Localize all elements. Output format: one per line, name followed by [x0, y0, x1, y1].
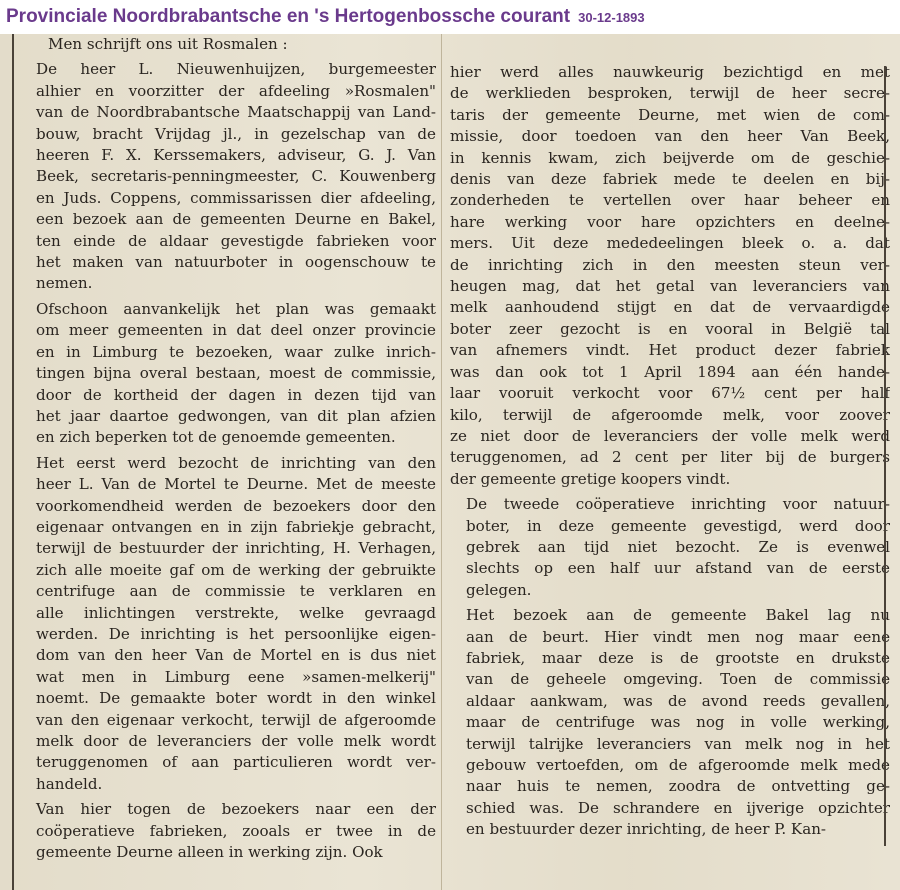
- text-line: Ofschoon aanvankelijk het plan was gemaakt: [36, 299, 436, 318]
- text-line: denis van deze fabriek mede te deelen en bij-: [450, 170, 890, 189]
- text-line: Het bezoek aan de gemeente Bakel lag nu: [466, 606, 890, 625]
- article-paragraph: [20, 453, 436, 796]
- text-line: was dan ook tot 1 April 1894 aan één hande-: [450, 362, 890, 381]
- article-paragraph: [20, 34, 436, 55]
- text-line: alhier en voorzitter der afdeeling »Rosmalen": [36, 81, 436, 100]
- text-line: mers. Uit deze mededeelingen bleek o. a. dat: [450, 234, 890, 253]
- text-line: zich alle moeite gaf om de werking der gebruikte: [36, 560, 436, 579]
- text-line: een bezoek aan de gemeenten Deurne en Bakel,: [36, 210, 436, 229]
- text-line: aldaar aankwam, was de avond reeds gevallen,: [466, 691, 890, 710]
- text-line: gemeente Deurne alleen in werking zijn. Ook: [36, 843, 383, 862]
- text-line: wat men in Limburg eene »samen-melkerij": [36, 667, 436, 686]
- text-line: missie, door toedoen van den heer Van Beek,: [450, 127, 890, 146]
- left-column: [12, 34, 436, 890]
- article-paragraph: [20, 799, 436, 863]
- text-line: terwijl talrijke leveranciers van melk nog in het: [466, 734, 890, 753]
- text-line: heer L. Van de Mortel te Deurne. Met de meeste: [36, 475, 436, 494]
- text-line: gebrek aan tijd niet bezocht. Ze is evenwel: [466, 537, 890, 556]
- text-line: van de Noordbrabantsche Maatschappij van Land-: [36, 103, 436, 122]
- text-line: De tweede coöperatieve inrichting voor natuur-: [466, 495, 890, 514]
- text-line: de inrichting zich in den meesten steun ver-: [450, 255, 890, 274]
- text-line: De heer L. Nieuwenhuijzen, burgemeester: [36, 60, 436, 79]
- text-line: en in Limburg te bezoeken, waar zulke inrich-: [36, 342, 436, 361]
- text-line: dom van den heer Van de Mortel en is dus niet: [36, 646, 436, 665]
- article-paragraph: [450, 605, 890, 840]
- text-line: werden. De inrichting is het persoonlijke eigen-: [36, 624, 436, 643]
- text-line: Van hier togen de bezoekers naar een der: [36, 800, 436, 819]
- text-line: fabriek, maar deze is de grootste en drukste: [466, 648, 890, 667]
- text-line: melk door de leveranciers der volle melk wordt: [36, 732, 436, 750]
- text-line: heugen mag, dat het getal van leveranciers van: [450, 277, 890, 296]
- text-line: het jaar daartoe gedwongen, van dit plan afzien: [36, 406, 436, 425]
- text-line: Het eerst werd bezocht de inrichting van den: [36, 453, 436, 472]
- text-line: coöperatieve fabrieken, zooals er twee in de: [36, 821, 436, 840]
- text-line: teruggenomen, ad 2 cent per liter bij de burgers: [450, 448, 890, 467]
- text-line: maar de centrifuge was nog in volle werking,: [466, 713, 890, 732]
- text-line: Beek, secretaris-penningmeester, C. Kouwenberg: [36, 167, 436, 186]
- text-line: taris der gemeente Deurne, met wien de com-: [450, 105, 890, 124]
- text-line: alle inlichtingen verstrekte, welke gevraagd: [36, 603, 436, 622]
- text-line: ze niet door de leveranciers der volle melk werd: [450, 426, 890, 445]
- text-line: Men schrijft ons uit Rosmalen :: [48, 35, 288, 53]
- text-line: nemen.: [36, 274, 93, 293]
- text-line: teruggenomen of aan particulieren wordt ver-: [36, 753, 436, 772]
- text-line: van den eigenaar verkocht, terwijl de afgeroomde: [36, 710, 436, 729]
- text-line: tingen bijna overal bestaan, moest de commissie,: [36, 364, 436, 383]
- text-line: der gemeente gretige koopers vindt.: [450, 469, 731, 488]
- article-paragraph: [20, 299, 436, 449]
- text-line: handeld.: [36, 774, 103, 793]
- text-line: zonderheden te vertellen over haar beheer en: [450, 191, 890, 210]
- text-line: eigenaar ontvangen en in zijn fabriekje gebracht,: [36, 517, 436, 536]
- text-line: aan de beurt. Hier vindt men nog maar eene: [466, 627, 890, 646]
- text-line: boter zeer gezocht is en vooral in België tal: [450, 319, 890, 338]
- text-line: gelegen.: [466, 580, 532, 599]
- text-line: heeren F. X. Kerssemakers, adviseur, G. J. Van: [36, 146, 436, 165]
- text-line: van afnemers vindt. Het product dezer fabriek: [450, 341, 890, 360]
- text-line: melk aanhoudend stijgt en dat de vervaardigde: [450, 298, 890, 317]
- text-line: hier werd alles nauwkeurig bezichtigd en met: [450, 63, 890, 81]
- newspaper-clipping: [0, 34, 900, 890]
- text-line: centrifuge aan de commissie te verklaren en: [36, 582, 436, 601]
- text-line: laar vooruit verkocht voor 67½ cent per half: [450, 384, 890, 403]
- text-line: ten einde de aldaar gevestigde fabrieken voor: [36, 231, 436, 250]
- text-line: en Juds. Coppens, commissarissen dier afdeeling,: [36, 188, 436, 207]
- text-line: terwijl de bestuurder der inrichting, H. Verhagen,: [36, 539, 436, 558]
- text-line: in kennis kwam, zich beijverde om de geschie-: [450, 148, 890, 167]
- text-line: om meer gemeenten in dat deel onzer provincie: [36, 321, 436, 340]
- text-line: slechts op een half uur afstand van de eerste: [466, 559, 890, 578]
- text-line: naar huis te nemen, zoodra de ontvetting ge-: [466, 777, 890, 796]
- text-line: voorkomendheid werden de bezoekers door den: [36, 496, 436, 515]
- text-line: boter, in deze gemeente gevestigd, werd door: [466, 516, 890, 535]
- right-column: [450, 34, 890, 890]
- text-line: bouw, bracht Vrijdag jl., in gezelschap van de: [36, 124, 436, 143]
- text-line: van de geheele omgeving. Toen de commissie: [466, 670, 890, 689]
- text-line: kilo, terwijl de afgeroomde melk, voor zoover: [450, 405, 890, 424]
- text-line: schied was. De schrandere en ijverige opzichter: [466, 798, 890, 817]
- text-line: noemt. De gemaakte boter wordt in den winkel: [36, 689, 436, 708]
- article-paragraph: [450, 494, 890, 601]
- text-line: en zich beperken tot de genoemde gemeenten.: [36, 428, 396, 447]
- text-line: en bestuurder dezer inrichting, de heer P. Kan-: [466, 820, 827, 839]
- publication-date: 30-12-1893: [578, 9, 645, 25]
- text-line: door de kortheid der dagen in dezen tijd van: [36, 385, 436, 404]
- text-line: hare werking voor hare opzichters en deelne-: [450, 212, 890, 231]
- masthead: [0, 0, 900, 34]
- article-paragraph: [20, 59, 436, 294]
- column-divider: [441, 34, 442, 890]
- text-line: de werklieden besproken, terwijl de heer secre-: [450, 84, 890, 103]
- newspaper-title: Provinciale Noordbrabantsche en 's Hertogenbossche courant: [6, 6, 571, 27]
- text-line: het maken van natuurboter in oogenschouw te: [36, 253, 436, 272]
- text-line: gebouw vertoefden, om de afgeroomde melk mede: [466, 756, 890, 774]
- article-paragraph: [450, 62, 890, 490]
